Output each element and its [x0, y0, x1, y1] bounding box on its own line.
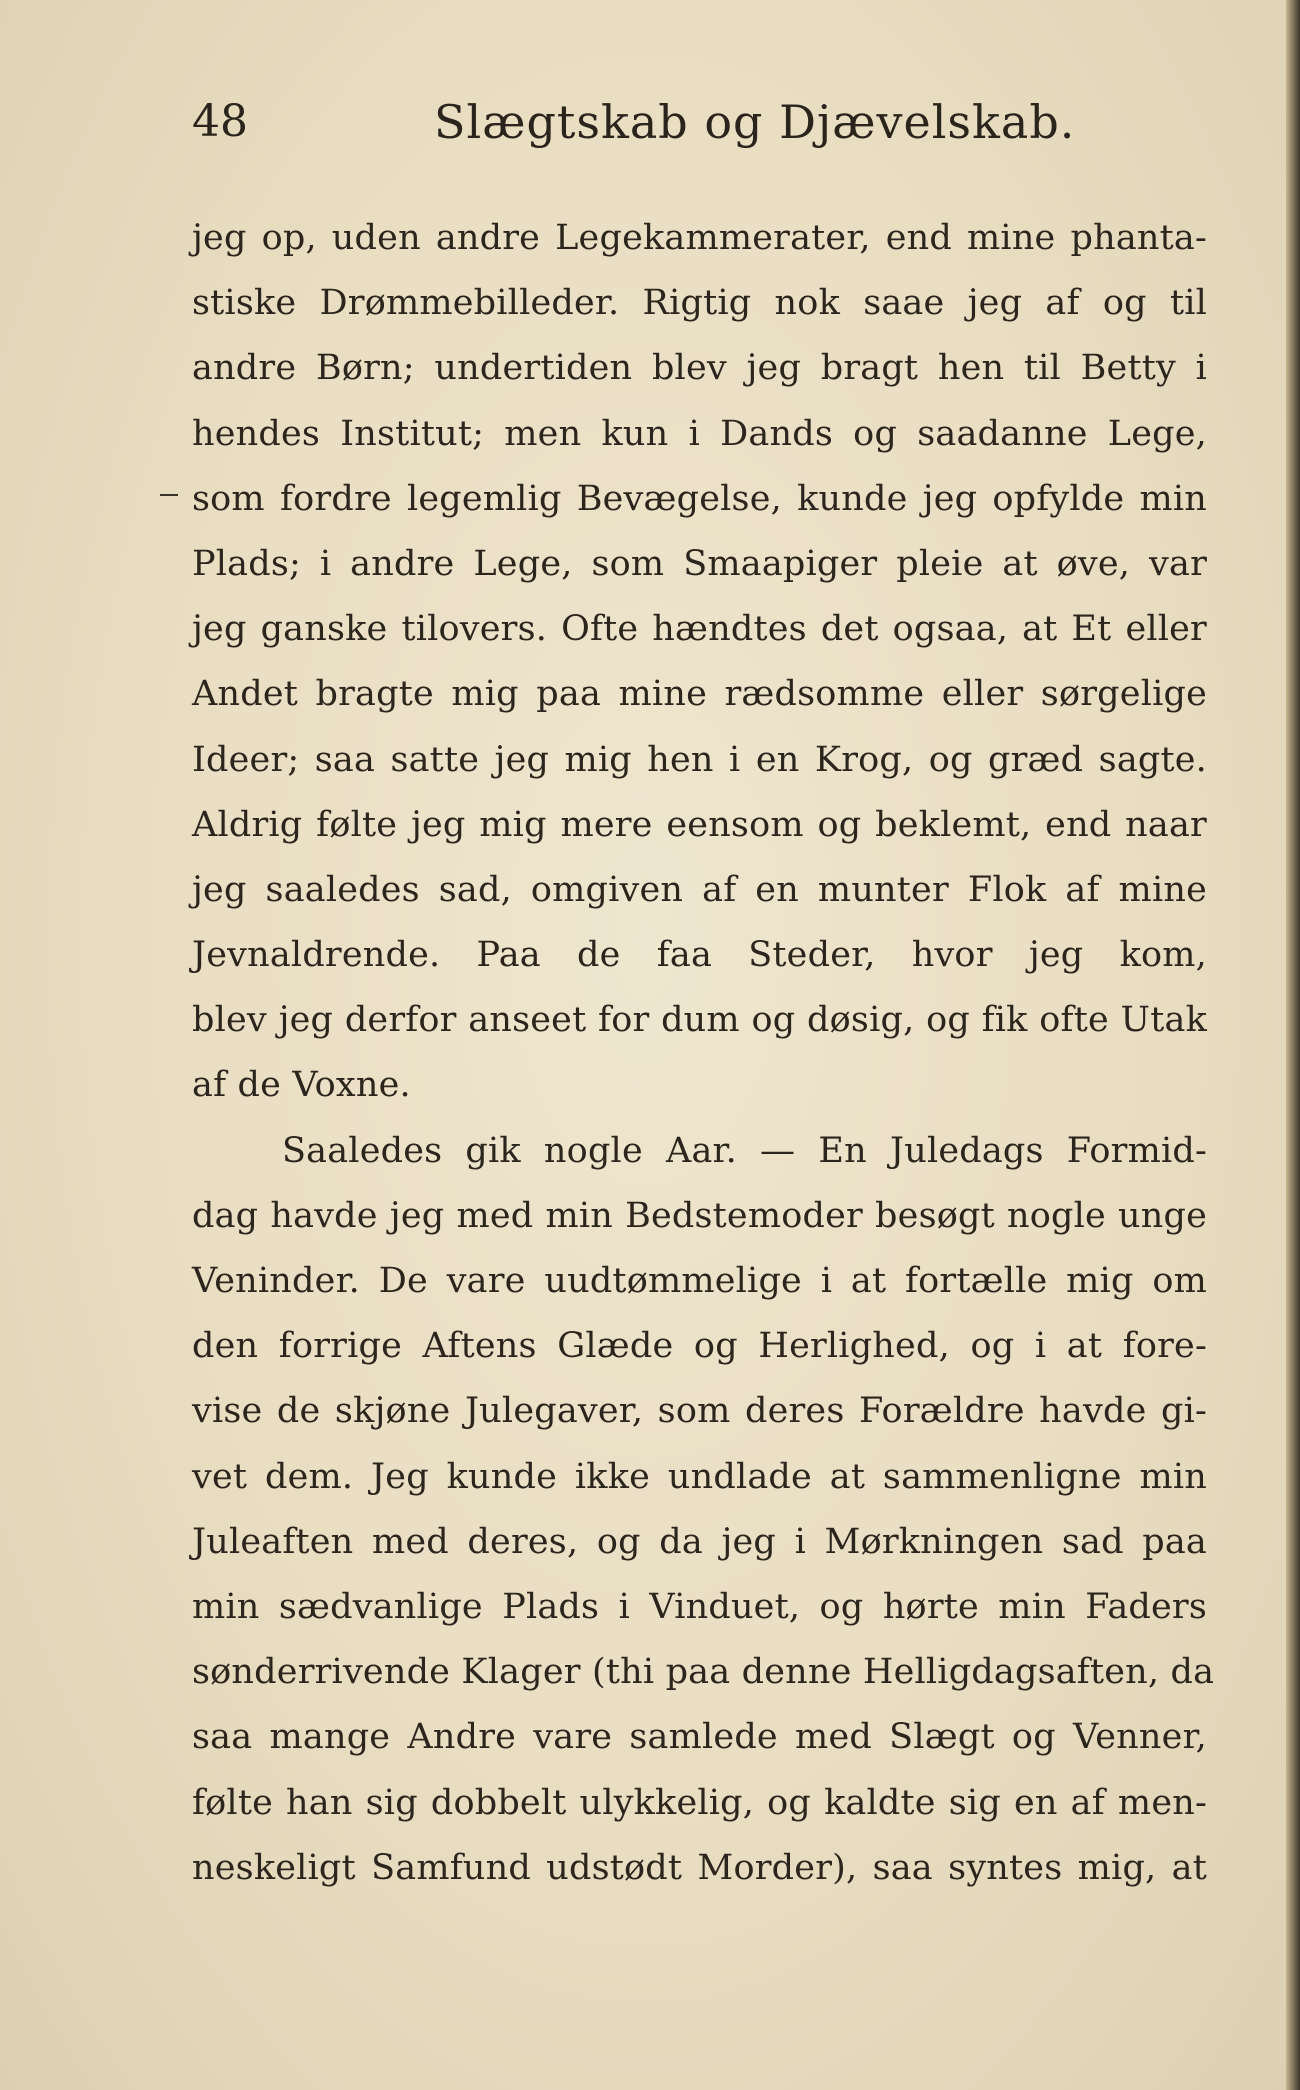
text-line: stiske Drømmebilleder. Rigtig nok saae jeg af og til — [192, 283, 1207, 324]
text-line: Andet bragte mig paa mine rædsomme eller sørgelige — [192, 674, 1207, 715]
text-line: dag havde jeg med min Bedstemoder besøgt nogle unge — [192, 1195, 1207, 1236]
text-line: Veninder. De vare uudtømmelige i at fortælle mig om — [192, 1261, 1207, 1301]
text-line: blev jeg derfor anseet for dum og døsig, og fik ofte Utak — [192, 1000, 1207, 1041]
text-line: andre Børn; undertiden blev jeg bragt hen til Betty i — [192, 348, 1207, 389]
text-line: vise de skjøne Julegaver, som deres Forældre havde gi- — [192, 1391, 1207, 1432]
page-number: 48 — [192, 96, 248, 147]
text-line: Aldrig følte jeg mig mere eensom og beklemt, end naar — [192, 804, 1207, 845]
text-line: neskeligt Samfund udstødt Morder), saa syntes mig, at — [192, 1847, 1207, 1888]
page-header — [192, 92, 1207, 152]
text-line: jeg op, uden andre Legekammerater, end mine phanta- — [192, 218, 1207, 258]
text-line: Jevnaldrende. Paa de faa Steder, hvor jeg kom, — [192, 935, 1207, 976]
text-line: Plads; i andre Lege, som Smaapiger pleie at øve, var — [192, 543, 1207, 584]
page-edge-shadow — [1286, 0, 1300, 2090]
running-title: Slægtskab og Djævelskab. — [434, 95, 1076, 149]
paragraph-end-line: af de Voxne. — [192, 1065, 411, 1106]
text-line: saa mange Andre vare samlede med Slægt og Venner, — [192, 1717, 1207, 1758]
text-line: følte han sig dobbelt ulykkelig, og kaldte sig en af men- — [192, 1782, 1207, 1823]
text-line: min sædvanlige Plads i Vinduet, og hørte min Faders — [192, 1586, 1207, 1627]
text-line: jeg ganske tilovers. Ofte hændtes det ogsaa, at Et eller — [192, 609, 1207, 650]
text-line: sønderrivende Klager (thi paa denne Helligdagsaften, da — [192, 1652, 1215, 1693]
text-line: den forrige Aftens Glæde og Herlighed, og i at fore- — [192, 1326, 1207, 1367]
text-line: som fordre legemlig Bevægelse, kunde jeg opfylde min — [192, 478, 1207, 519]
body-text — [192, 206, 1215, 1901]
text-line: vet dem. Jeg kunde ikke undlade at sammenligne min — [192, 1456, 1207, 1497]
margin-dash-mark — [160, 494, 178, 496]
text-line: Ideer; saa satte jeg mig hen i en Krog, og græd sagte. — [192, 739, 1207, 780]
text-line: hendes Institut; men kun i Dands og saadanne Lege, — [192, 413, 1207, 454]
text-line: Juleaften med deres, og da jeg i Mørkningen sad paa — [192, 1521, 1207, 1562]
paragraph-start-line: Saaledes gik nogle Aar. — En Juledags Formid- — [282, 1130, 1207, 1171]
text-line: jeg saaledes sad, omgiven af en munter Flok af mine — [192, 869, 1207, 910]
